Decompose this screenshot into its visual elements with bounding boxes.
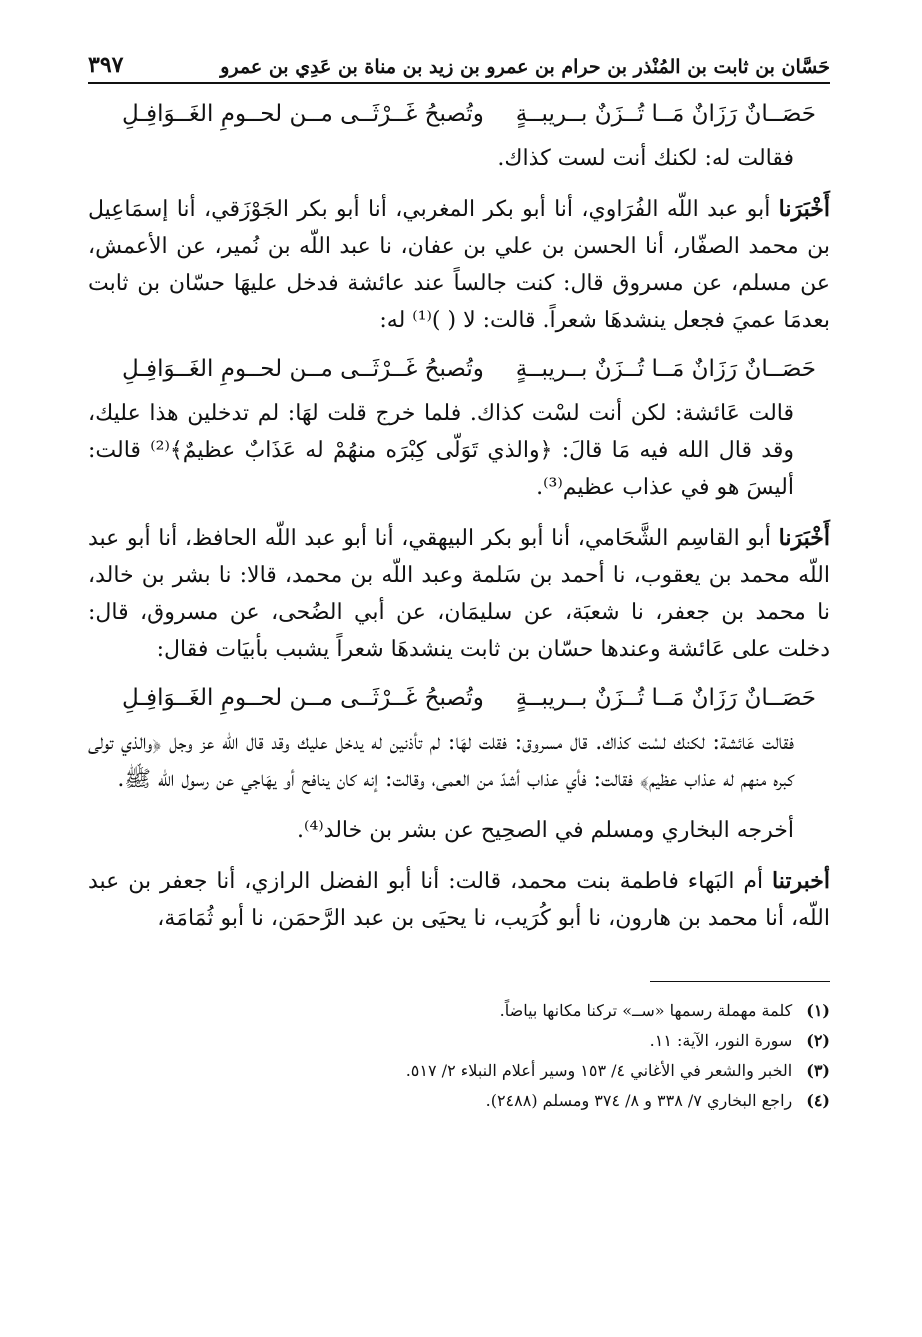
footnote-number: (٣) (806, 1061, 830, 1080)
verse-line (88, 349, 830, 389)
footnote-text: راجع البخاري ٧/ ٣٣٨ و ٨/ ٣٧٤ ومسلم (٢٤٨٨). (485, 1091, 793, 1110)
footnote-number: (١) (806, 1001, 830, 1020)
body-text (88, 94, 830, 937)
paragraph (88, 863, 830, 937)
paragraph: أخرجه البخاري ومسلم في الصحِيح عن بشر بن خالد⁽⁴⁾. (297, 818, 794, 843)
footnote (88, 996, 830, 1026)
footnote-divider (650, 981, 830, 982)
footnote (88, 1086, 830, 1116)
footnote-text: الخبر والشعر في الأغاني ٤/ ١٥٣ وسير أعلام النبلاء ٢/ ٥١٧. (405, 1061, 793, 1080)
footnote-text: سورة النور، الآية: ١١. (649, 1031, 793, 1050)
footnotes (88, 996, 830, 1116)
verse-line (88, 678, 830, 718)
narration-lead: أَخْبَرَنا (778, 196, 830, 222)
header-title: حَسَّان بن ثابت بن المُنْذر بن حرام بن عمرو بن زيد بن مناة بن عَدِي بن عمرو (220, 56, 830, 78)
verse-second-hemistich: وتُصبحُ غَــرْثَــى مــن لحــومِ الغَــوَافِـلِ (122, 356, 484, 382)
paragraph (88, 520, 830, 668)
page-number: ٣٩٧ (88, 52, 124, 78)
paragraph: قالت عَائشة: لكن أنت لسْت كذاك. فلما خرج قلت لهَا: لم تدخلين هذا عليك، وقد قال الله فيه مَا قالَ: ﴿والذي تَوَلّى كِبْرَه منهُمْ له عَذَابٌ عظيمٌ﴾⁽²⁾ قالت: أليسَ هو في عذاب عظيم⁽³⁾. (88, 401, 794, 500)
verse-second-hemistich: وتُصبحُ غَــرْثَــى مــن لحــومِ الغَــوَافِـلِ (122, 101, 484, 127)
paragraph-text: أبو القاسِم الشَّحَامي، أنا أبو بكر البيهقي، أنا أبو عبد اللّه الحافظ، أنا أبو عبد اللّه محمد بن يعقوب، نا أحمد بن سَلمة وعبد اللّه بن محمد، قالا: نا بشر بن خالد، نا محمد بن جعفر، نا شعبَة، عن سليمَان، عن أبي الضُحى، عن مسروق، قال: دخلت على عَائشة وعندها حسّان بن ثابت ينشدهَا شعراً يشبب بأبيَات فقال: (88, 526, 830, 662)
verse-first-hemistich: حَصَــانٌ رَزَانٌ مَــا تُــزَنٌ بــريبــةٍ (515, 101, 816, 127)
narration-lead: أخبرتنا (772, 868, 830, 894)
paragraph-text: أم البَهاء فاطمة بنت محمد، قالت: أنا أبو الفضل الرازي، أنا جعفر بن عبد اللّه، أنا محمد بن هارون، نا أبو كُرَيب، نا يحيَى بن عبد الرَّحمَن، نا أبو ثُمَامَة، (88, 869, 830, 931)
paragraph: فقالت عَائشة: لكنك لسْت كذاك. قال مسروق: فقلت لهَا: لم تأذنين له يدخل عليك وقد قال الله عز وجل ﴿والذي تولى كبره منهم له عذاب عظيم﴾ فقالت: فأي عذاب أشدّ من العمى، وقالت: إنه كان ينافح أو يهَاجي عن رسول الله ﷺ. (88, 730, 794, 792)
verse-line (88, 94, 830, 134)
footnote (88, 1026, 830, 1056)
paragraph: فقالت له: لكنك أنت لست كذاك. (497, 146, 794, 171)
footnote-number: (٤) (806, 1091, 830, 1110)
verse-second-hemistich: وتُصبحُ غَــرْثَــى مــن لحــومِ الغَــوَافِـلِ (122, 685, 484, 711)
footnote-number: (٢) (806, 1031, 830, 1050)
footnote-text: كلمة مهملة رسمها «ســ» تركنا مكانها بياضاً. (499, 1001, 793, 1020)
paragraph (88, 191, 830, 339)
verse-first-hemistich: حَصَــانٌ رَزَانٌ مَــا تُــزَنٌ بــريبــةٍ (515, 356, 816, 382)
footnote (88, 1056, 830, 1086)
running-header (88, 52, 830, 84)
narration-lead: أَخْبَرَنا (778, 525, 830, 551)
paragraph-text: أبو عبد اللّه الفُرَاوي، أنا أبو بكر المغربي، أنا أبو بكر الجَوْزَقي، أنا إسمَاعِيل بن محمد الصفّار، أنا الحسن بن علي بن عفان، نا عبد اللّه بن نُمير، عن الأعمش، عن مسلم، عن مسروق قال: كنت جالساً عند عائشة فدخل عليهَا حسّان بن ثابت بعدمَا عميَ فجعل ينشدهَا شعراً. قالت: لا ( )⁽¹⁾ له: (88, 197, 830, 333)
verse-first-hemistich: حَصَــانٌ رَزَانٌ مَــا تُــزَنٌ بــريبــةٍ (515, 685, 816, 711)
